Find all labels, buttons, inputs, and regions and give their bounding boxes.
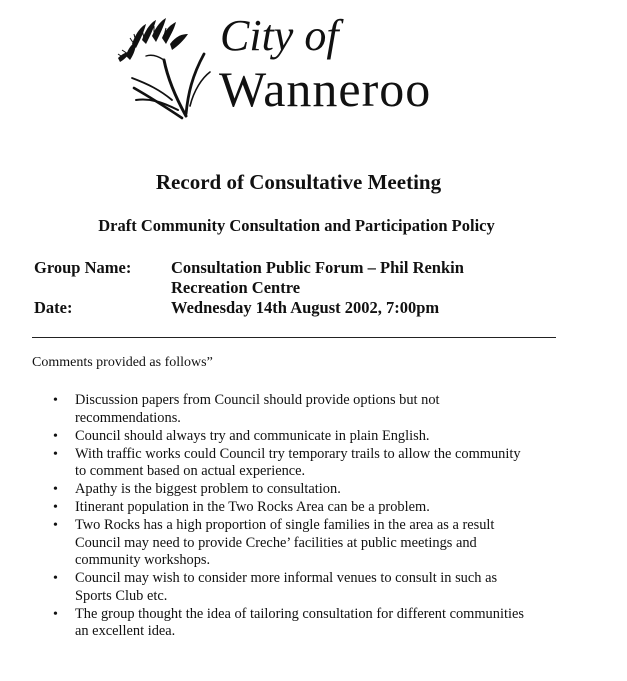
kangaroo-paw-icon [112, 14, 212, 120]
document-title: Record of Consultative Meeting [155, 170, 442, 194]
comment-item [53, 570, 573, 605]
bullet-icon: • [53, 571, 58, 586]
horizontal-divider [32, 337, 556, 338]
document-subtitle: Draft Community Consultation and Participation Policy [98, 216, 495, 235]
bullet-icon: • [53, 482, 58, 497]
comment-line: Itinerant population in the Two Rocks Area can be a problem. [75, 499, 430, 515]
comment-line: The group thought the idea of tailoring consultation for different communities [75, 605, 524, 622]
group-name-value-line2: Recreation Centre [171, 278, 301, 297]
bullet-icon: • [53, 446, 58, 462]
group-name-value-line1: Consultation Public Forum – Phil Renkin [171, 258, 464, 277]
city-logo [112, 11, 472, 124]
comment-line: to comment based on actual experience. [75, 463, 306, 479]
comment-item [53, 606, 573, 641]
date-value: Wednesday 14th August 2002, 7:00pm [171, 298, 440, 317]
comment-line: Discussion papers from Council should provide options but not [75, 392, 440, 408]
comment-line: Council should always try and communicate in plain English. [75, 427, 430, 444]
bullet-icon: • [53, 500, 58, 515]
comment-item [53, 481, 573, 499]
comment-line: Council may wish to consider more informal venues to consult in such as [75, 570, 498, 586]
comment-item [53, 392, 573, 427]
comments-intro: Comments provided as follows” [32, 355, 213, 370]
comment-item [53, 446, 573, 481]
comment-line: recommendations. [75, 409, 181, 426]
comment-item [53, 517, 573, 570]
comment-line: Sports Club etc. [75, 587, 168, 604]
date-label: Date: [34, 298, 73, 317]
bullet-icon: • [53, 518, 58, 533]
comment-line: With traffic works could Council try temporary trails to allow the community [75, 445, 521, 462]
comment-line: Council may need to provide Creche’ facilities at public meetings and [75, 534, 477, 551]
comment-line: Two Rocks has a high proportion of single families in the area as a result [75, 517, 495, 533]
bullet-icon: • [53, 428, 58, 444]
comment-line: community workshops. [75, 552, 211, 568]
bullet-icon: • [53, 606, 58, 622]
comment-line: Apathy is the biggest problem to consultation. [75, 481, 341, 497]
comment-item [53, 499, 573, 517]
logo-wanneroo-text: Wanneroo [219, 61, 432, 117]
group-name-label: Group Name: [34, 258, 132, 277]
comments-list [53, 392, 573, 641]
logo-city-of-text: City of [220, 11, 339, 60]
comment-line: an excellent idea. [75, 623, 176, 639]
comment-item [53, 428, 573, 446]
bullet-icon: • [53, 393, 58, 408]
